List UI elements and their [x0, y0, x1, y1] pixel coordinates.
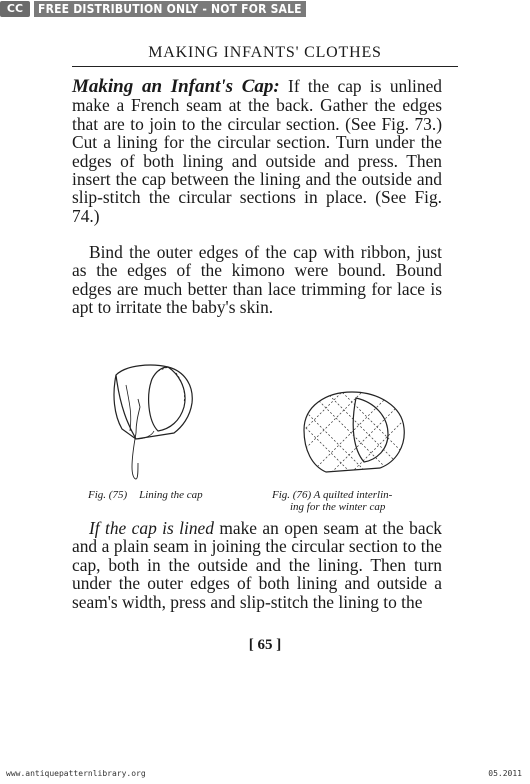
banner-text: FREE DISTRIBUTION ONLY - NOT FOR SALE: [34, 1, 306, 17]
footer-date: 05.2011: [488, 769, 522, 778]
page-number: [ 65 ]: [248, 637, 282, 653]
header-rule: [72, 66, 458, 67]
distribution-banner: [0, 0, 306, 18]
creative-commons-logo: CC: [0, 1, 30, 17]
lined-cap-lead: If the cap is lined: [89, 518, 214, 538]
figure-75-caption: [88, 489, 203, 501]
figure-75-lining-cap: [96, 355, 206, 485]
section-heading: Making an Infant's Cap:: [72, 76, 280, 97]
figure-76-caption: [272, 489, 452, 513]
figure-76-quilted-interlining: [296, 388, 410, 476]
paragraph-making-cap: [72, 77, 442, 225]
figure-76-label-line1: A quilted interlin-: [313, 489, 393, 501]
paragraph-lined-cap: [72, 519, 442, 611]
paragraph-body: If the cap is unlined make a French seam at the back. Gather the edges that are to join to the circular section. (See Fig. 73.) Cut a lining for the circular section. Turn under the edges of both lining and outside and press. Then insert the cap between the lining and the outside and slip-stitch the circular sections in place. (See Fig. 74.): [72, 76, 442, 226]
running-head: MAKING INFANTS' CLOTHES: [148, 44, 382, 61]
figure-75-label: Lining the cap: [139, 489, 203, 501]
paragraph-body: make an open seam at the back and a plain seam in joining the circular section to the cap, both in the outside and the lining. Then turn under the outer edges of both lining and outside a seam's width, press and slip-stitch the lining to the: [72, 518, 442, 612]
figure-76-label-line2: ing for the winter cap: [290, 501, 386, 513]
paragraph-bind-edges: Bind the outer edges of the cap with ribbon, just as the edges of the kimono were bound. Bound edges are much better than lace trimming for lace is apt to irritate the baby's skin.: [72, 242, 442, 318]
footer-website: www.antiquepatternlibrary.org: [6, 769, 146, 778]
figure-76-number: Fig. (76): [272, 489, 312, 501]
figure-75-number: Fig. (75): [88, 489, 128, 501]
